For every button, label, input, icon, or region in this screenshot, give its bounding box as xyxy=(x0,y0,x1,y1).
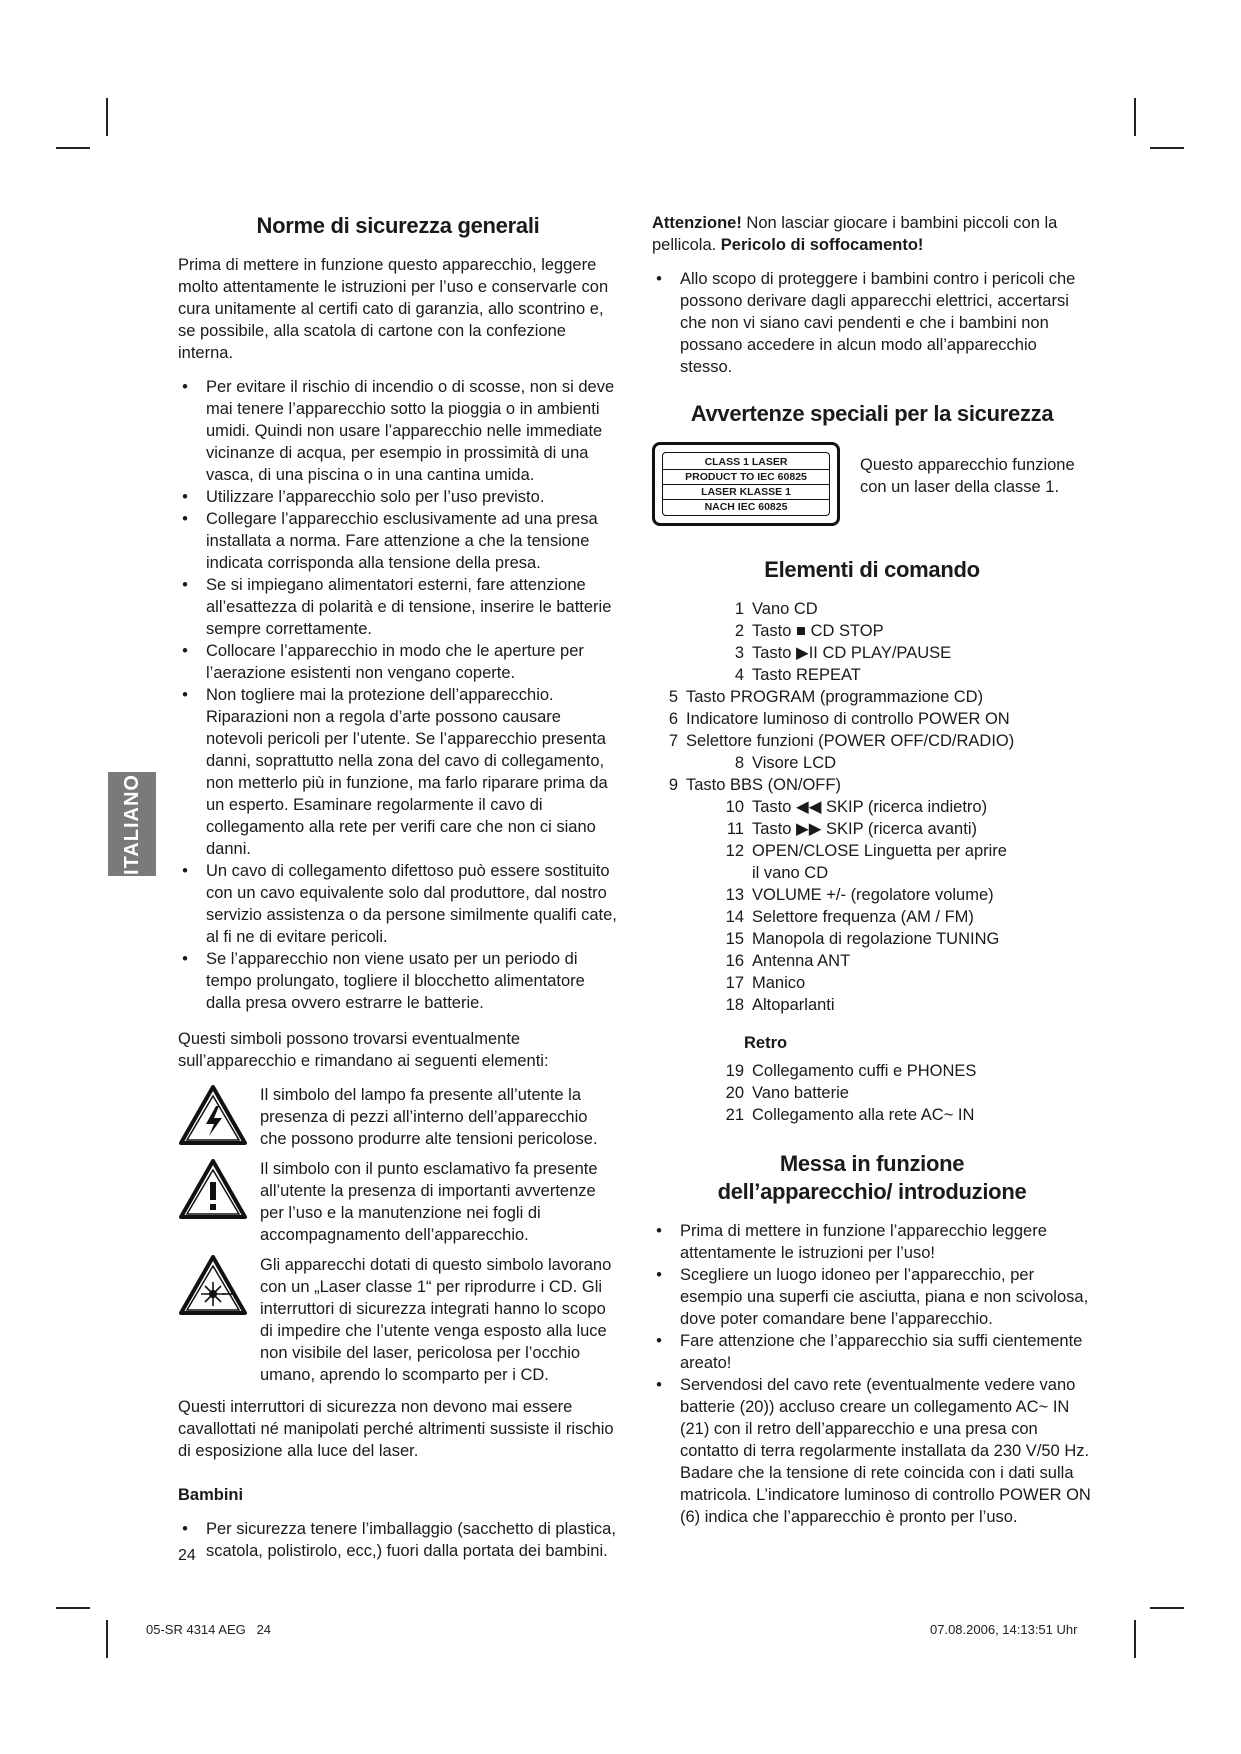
attention-text: Non lasciar giocare i bambini piccoli con la pellicola. xyxy=(652,214,1058,254)
controls-title: Elementi di comando xyxy=(764,557,980,582)
list-item: • Per sicurezza tenere l’imballaggio (sacchetto di plastica, scatola, polistirolo, ecc,) fuori dalla portata dei bambini. xyxy=(182,1520,616,1560)
laser-warning-icon xyxy=(178,1254,248,1316)
retro-heading: Retro xyxy=(744,1034,788,1052)
safety-list xyxy=(178,376,618,1014)
list-item: 6 Indicatore luminoso di controllo POWER ON xyxy=(668,710,1010,728)
list-item: • Allo scopo di proteggere i bambini contro i pericoli che possono derivare dagli apparecchi elettrici, accertarsi che non vi siano cavi pendenti e che i bambini non possano accedere in alcun modo all’apparecchio stesso. xyxy=(656,270,1076,376)
exclamation-warning-icon xyxy=(178,1158,248,1220)
symbol-text: Gli apparecchi dotati di questo simbolo lavorano con un „Laser classe 1“ per riprodurre i CD. Gli interruttori di sicurezza integrati hanno lo scopo di impedire che l’utente venga esposto alla luce non visibile del laser, pericolosa per l’occhio umano, aprendo lo scomparto per i CD. xyxy=(260,1256,612,1384)
setup-list xyxy=(652,1220,1092,1528)
list-item: 13 VOLUME +/- (regolatore volume) xyxy=(725,886,994,904)
crop-mark xyxy=(1134,1620,1136,1658)
list-item: 17 Manico xyxy=(725,974,806,992)
list-item: 15 Manopola di regolazione TUNING xyxy=(725,930,1000,948)
list-item: 9 Tasto BBS (ON/OFF) xyxy=(668,776,841,794)
list-item: 4 Tasto REPEAT xyxy=(734,666,861,684)
symbols-intro: Questi simboli possono trovarsi eventualmente sull’apparecchio e rimandano ai seguenti elementi: xyxy=(178,1030,549,1070)
interlock-note: Questi interruttori di sicurezza non devono mai essere cavallottati né manipolati perché altrimenti sussiste il rischio di esposizione alla luce del laser. xyxy=(178,1398,614,1460)
list-item: 14 Selettore frequenza (AM / FM) xyxy=(725,908,974,926)
children-list xyxy=(178,1518,618,1562)
symbol-text: Il simbolo con il punto esclamativo fa presente all’utente la presenza di importanti avvertenze per l’uso e la manutenzione nei fogli di accompagnamento dell’apparecchio. xyxy=(260,1160,598,1244)
list-item: 16 Antenna ANT xyxy=(725,952,851,970)
crop-mark xyxy=(1134,98,1136,136)
crop-mark xyxy=(56,1607,90,1609)
safety-title: Norme di sicurezza generali xyxy=(256,213,540,238)
list-item: • Fare attenzione che l’apparecchio sia suffi cientemente areato! xyxy=(656,1332,1083,1372)
laser-class-label: CLASS 1 LASER PRODUCT TO IEC 60825 LASER KLASSE 1 NACH IEC 60825 xyxy=(652,442,840,526)
child-safety-list xyxy=(652,268,1092,378)
laser-class-row xyxy=(652,442,1092,526)
list-item: 19 Collegamento cuffi e PHONES xyxy=(725,1062,977,1080)
crop-mark xyxy=(1150,147,1184,149)
list-item: 12 OPEN/CLOSE Linguetta per aprire il vano CD xyxy=(725,842,1007,882)
crop-mark xyxy=(106,98,108,136)
list-item: 3 Tasto ▶II CD PLAY/PAUSE xyxy=(734,644,952,662)
lightning-warning-icon xyxy=(178,1084,248,1146)
retro-list xyxy=(652,1060,1092,1126)
controls-list xyxy=(652,598,1092,1016)
list-item: 5 Tasto PROGRAM (programmazione CD) xyxy=(668,688,984,706)
language-label: ITALIANO xyxy=(120,773,143,875)
language-side-tab xyxy=(108,772,156,876)
special-safety-title: Avvertenze speciali per la sicurezza xyxy=(690,401,1054,426)
list-item: 21 Collegamento alla rete AC~ IN xyxy=(725,1106,975,1124)
attention-note xyxy=(652,212,1092,256)
list-item: 1 Vano CD xyxy=(734,600,818,618)
list-item: 7 Selettore funzioni (POWER OFF/CD/RADIO) xyxy=(668,732,1015,750)
list-item: 20 Vano batterie xyxy=(725,1084,849,1102)
symbol-row xyxy=(178,1254,618,1386)
list-item: • Se l’apparecchio non viene usato per un periodo di tempo prolungato, togliere il blocchetto alimentatore dalla presa ovvero estrarre le batterie. xyxy=(182,950,585,1012)
list-item: 10 Tasto ◀◀ SKIP (ricerca indietro) xyxy=(725,798,988,816)
laser-class-text: Questo apparecchio funzione con un laser della classe 1. xyxy=(860,456,1075,496)
footer-left: 05-SR 4314 AEG 24 xyxy=(146,1622,272,1637)
page-number: 24 xyxy=(178,1547,196,1564)
list-item: • Prima di mettere in funzione l’apparecchio leggere attentamente le istruzioni per l’uso! xyxy=(656,1222,1047,1262)
list-item: • Per evitare il rischio di incendio o di scosse, non si deve mai tenere l’apparecchio sotto la pioggia o in ambienti umidi. Quindi non usare l’apparecchio nelle immediate vicinanze di acqua, per esempio in prossimità di una vasca, di una piscina o in una cantina umida. xyxy=(182,378,615,484)
symbol-row xyxy=(178,1158,618,1246)
attention-emphasis: Pericolo di soffocamento! xyxy=(720,236,924,254)
list-item: • Servendosi del cavo rete (eventualmente vedere vano batterie (20)) accluso creare un collegamento AC~ IN (21) con il retro dell’apparecchio e una presa con contatto di terra regolarmente installata da 230 V/50 Hz. Badare che la tensione di rete coincida con i dati sulla matricola. L’indicatore luminoso di controllo POWER ON (6) indica che l’apparecchio è pronto per l’uso. xyxy=(656,1376,1091,1526)
footer-right: 07.08.2006, 14:13:51 Uhr xyxy=(930,1622,1078,1637)
list-item: • Scegliere un luogo idoneo per l’apparecchio, per esempio una superfi cie asciutta, piana e non scivolosa, dove poter comandare bene l’apparecchio. xyxy=(656,1266,1089,1328)
crop-mark xyxy=(1150,1607,1184,1609)
list-item: • Se si impiegano alimentatori esterni, fare attenzione all’esattezza di polarità e di tensione, inserire le batterie sempre correttamente. xyxy=(182,576,612,638)
list-item: • Utilizzare l’apparecchio solo per l’uso previsto. xyxy=(182,488,545,506)
symbol-text: Il simbolo del lampo fa presente all’utente la presenza di pezzi all’interno dell’apparecchio che possono produrre alte tensioni pericolose. xyxy=(260,1086,598,1148)
list-item: 8 Visore LCD xyxy=(734,754,837,772)
list-item: • Non togliere mai la protezione dell’apparecchio. Riparazioni non a regola d’arte possono causare notevoli pericoli per l’utente. Se l’apparecchio presenta danni, soprattutto nella zona del cavo di collegamento, non metterlo più in funzione, ma farlo riparare prima da un esperto. Esaminare regolarmente il cavo di collegamento alla rete per verifi care che non ci siano danni. xyxy=(182,686,608,858)
list-item: • Collocare l’apparecchio in modo che le aperture per l’aerazione esistenti non vengano coperte. xyxy=(182,642,584,682)
list-item: • Collegare l’apparecchio esclusivamente ad una presa installata a norma. Fare attenzione a che la tensione indicata corrisponda alla tensione della presa. xyxy=(182,510,598,572)
list-item: • Un cavo di collegamento difettoso può essere sostituito con un cavo equivalente solo dal produttore, dal nostro servizio assistenza o da persone similmente qualifi cate, al fi ne di evitare pericoli. xyxy=(182,862,617,946)
attention-label: Attenzione! xyxy=(652,214,742,232)
list-item: 18 Altoparlanti xyxy=(725,996,835,1014)
right-column xyxy=(652,212,1092,1542)
crop-mark xyxy=(56,147,90,149)
setup-title: Messa in funzione dell’apparecchio/ introduzione xyxy=(717,1151,1027,1204)
left-column xyxy=(178,212,618,1576)
list-item: 2 Tasto ■ CD STOP xyxy=(734,622,884,640)
children-heading: Bambini xyxy=(178,1486,244,1504)
crop-mark xyxy=(106,1620,108,1658)
safety-intro: Prima di mettere in funzione questo apparecchio, leggere molto attentamente le istruzioni per l’uso e conservarle con cura unitamente al certifi cato di garanzia, allo scontrino e, se possibile, alla scatola di cartone con la confezione interna. xyxy=(178,256,609,362)
symbol-row xyxy=(178,1084,618,1150)
list-item: 11 Tasto ▶▶ SKIP (ricerca avanti) xyxy=(726,820,977,838)
